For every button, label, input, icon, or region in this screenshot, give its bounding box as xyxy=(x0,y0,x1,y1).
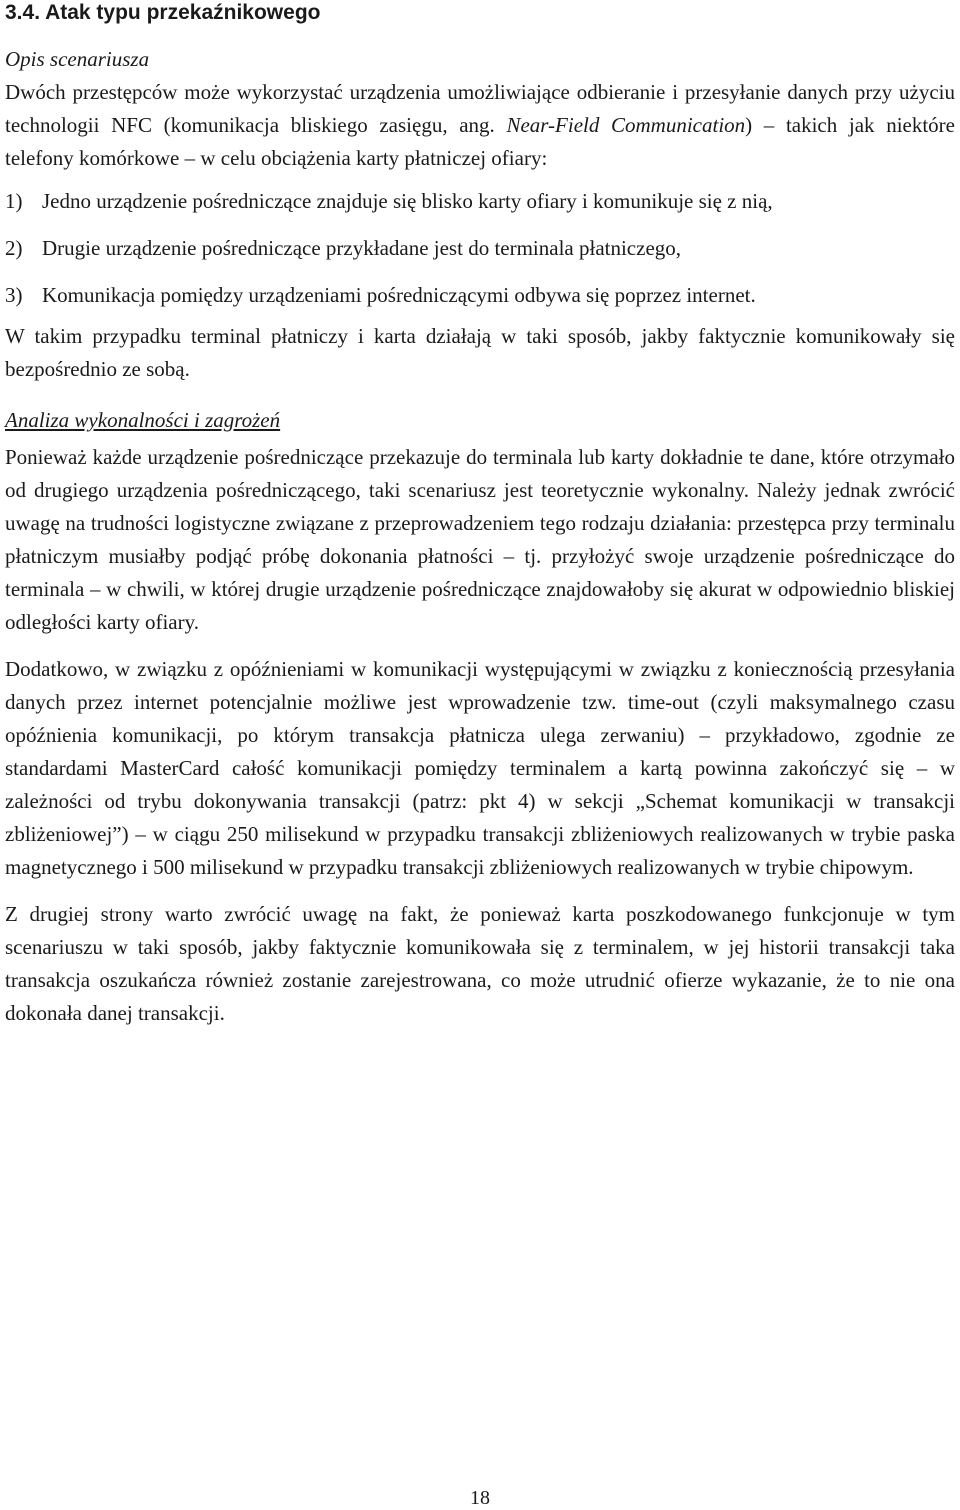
analysis-heading: Analiza wykonalności i zagrożeń xyxy=(5,408,281,432)
document-page xyxy=(5,0,955,1030)
analysis-paragraph-1: Ponieważ każde urządzenie pośredniczące przekazuje do terminala lub karty dokładnie te dane, które otrzymało od drugiego urządzenia pośredniczącego, taki scenariusz jest teoretycznie wykonalny. Należy jednak zwrócić uwagę na trudności logistyczne związane z przeprowadzeniem tego rodzaju działania: przestępca przy terminalu płatniczym musiałby podjąć próbę dokonania płatności – tj. przyłożyć swoje urządzenie pośredniczące do terminala – w chwili, w której drugie urządzenie pośredniczące znajdowałoby się akurat w odpowiednio bliskiej odległości karty ofiary. xyxy=(5,445,955,634)
list-item xyxy=(5,185,955,218)
list-item xyxy=(5,232,955,265)
scenario-conclusion: W takim przypadku terminal płatniczy i karta działają w taki sposób, jakby faktycznie komunikowały się bezpośrednio ze sobą. xyxy=(5,324,955,381)
list-item-number: 1) xyxy=(5,189,23,213)
nfc-term: Near-Field Communication xyxy=(506,113,746,137)
list-item-text: Jedno urządzenie pośredniczące znajduje się blisko karty ofiary i komunikuje się z nią, xyxy=(42,189,773,213)
scenario-intro-part-a: Dwóch przestępców może wykorzystać urządzenia umożliwiające odbieranie i przesyłanie danych przy użyciu technologii NFC (komunikacja bliskiego zasięgu, ang. xyxy=(5,80,955,137)
scenario-intro-part-b: ) – takich jak niektóre telefony komórkowe – w celu obciążenia karty płatniczej ofiary: xyxy=(5,113,955,170)
page-number: 18 xyxy=(470,1487,490,1509)
list-item-text: Drugie urządzenie pośredniczące przykładane jest do terminala płatniczego, xyxy=(42,236,682,260)
list-item-number: 2) xyxy=(5,236,23,260)
scenario-heading: Opis scenariusza xyxy=(5,47,150,71)
section-title: 3.4. Atak typu przekaźnikowego xyxy=(5,1,321,24)
list-item xyxy=(5,279,955,312)
scenario-intro xyxy=(5,76,955,175)
list-item-text: Komunikacja pomiędzy urządzeniami pośredniczącymi odbywa się poprzez internet. xyxy=(42,283,756,307)
scenario-steps xyxy=(5,185,955,312)
list-item-number: 3) xyxy=(5,283,23,307)
analysis-paragraph-2: Dodatkowo, w związku z opóźnieniami w komunikacji występującymi w związku z koniecznością przesyłania danych przez internet potencjalnie możliwe jest wprowadzenie tzw. time-out (czyli maksymalnego czasu opóźnienia komunikacji, po którym transakcja płatnicza ulega zerwaniu) – przykładowo, zgodnie ze standardami MasterCard całość komunikacji pomiędzy terminalem a kartą powinna zakończyć się – w zależności od trybu dokonywania transakcji (patrz: pkt 4) w sekcji „Schemat komunikacji w transakcji zbliżeniowej”) – w ciągu 250 milisekund w przypadku transakcji zbliżeniowych realizowanych w trybie paska magnetycznego i 500 milisekund w przypadku transakcji zbliżeniowych realizowanych w trybie chipowym. xyxy=(5,657,955,879)
analysis-paragraph-3: Z drugiej strony warto zwrócić uwagę na fakt, że ponieważ karta poszkodowanego funkcjonuje w tym scenariuszu w taki sposób, jakby faktycznie komunikowała się z terminalem, w jej historii transakcji taka transakcja oszukańcza również zostanie zarejestrowana, co może utrudnić ofierze wykazanie, że to nie ona dokonała danej transakcji. xyxy=(5,902,955,1025)
